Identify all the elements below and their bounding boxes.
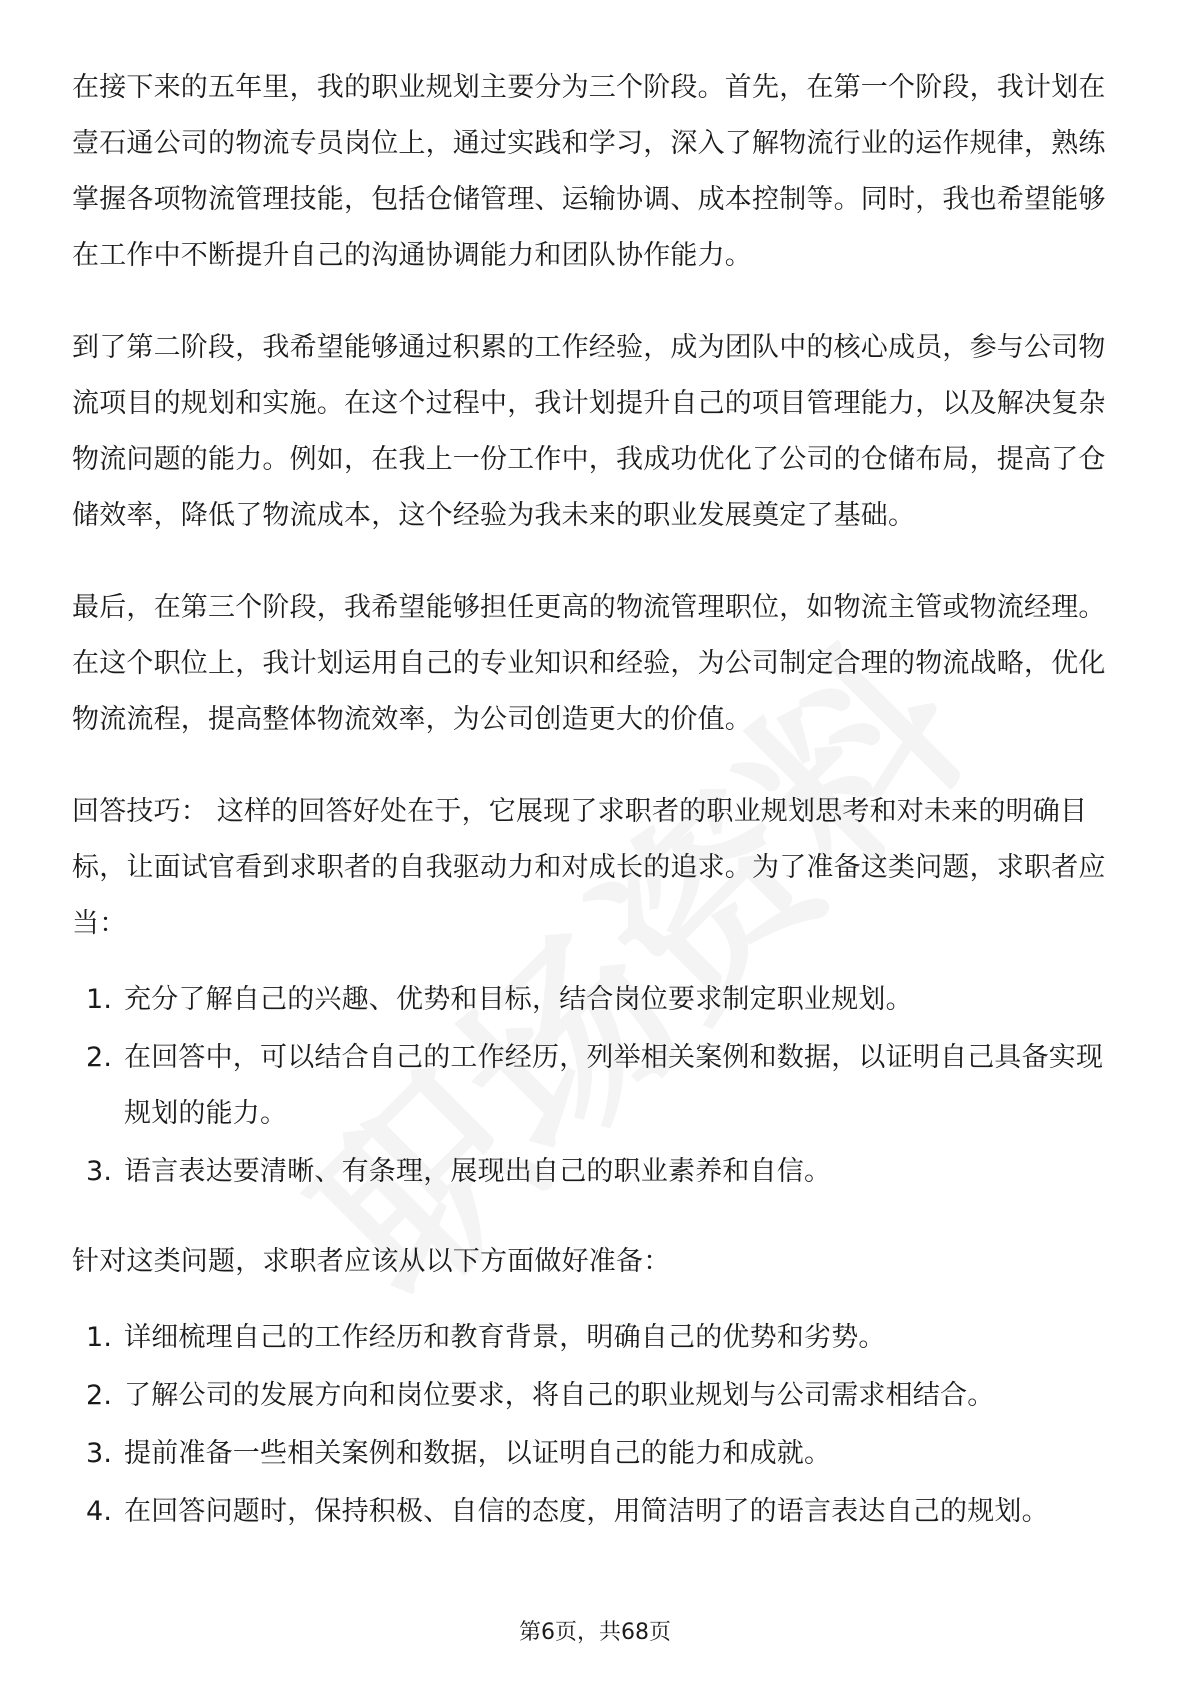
list-item xyxy=(72,1310,1122,1366)
list-item-text: 在回答中，可以结合自己的工作经历，列举相关案例和数据，以证明自己具备实现规划的能力。 xyxy=(124,1042,1104,1129)
list-item-text: 充分了解自己的兴趣、优势和目标，结合岗位要求制定职业规划。 xyxy=(124,984,913,1015)
tips-list xyxy=(72,972,1122,1200)
paragraph-answer-tips: 回答技巧： 这样的回答好处在于，它展现了求职者的职业规划思考和对未来的明确目标，让面试官看到求职者的自我驱动力和对成长的追求。为了准备这类问题，求职者应当： xyxy=(72,796,1106,939)
page-number-footer: 第6页，共68页 xyxy=(519,1620,671,1645)
preparation-list xyxy=(72,1310,1122,1540)
list-item xyxy=(72,1426,1122,1482)
list-item-number: 3. xyxy=(86,1438,113,1469)
list-item xyxy=(72,1368,1122,1424)
paragraph-stage-three: 最后，在第三个阶段，我希望能够担任更高的物流管理职位，如物流主管或物流经理。在这个职位上，我计划运用自己的专业知识和经验，为公司制定合理的物流战略，优化物流流程，提高整体物流效率，为公司创造更大的价值。 xyxy=(72,592,1106,735)
list-item-number: 2. xyxy=(86,1380,113,1411)
list-item-number: 3. xyxy=(86,1156,113,1187)
list-item-number: 1. xyxy=(86,984,113,1015)
list-item-number: 2. xyxy=(86,1042,113,1073)
document-body xyxy=(72,60,1122,1574)
list-item xyxy=(72,972,1122,1028)
list-item-number: 1. xyxy=(86,1322,113,1353)
paragraph-preparation-intro: 针对这类问题，求职者应该从以下方面做好准备： xyxy=(72,1246,671,1277)
list-item xyxy=(72,1144,1122,1200)
list-item-text: 详细梳理自己的工作经历和教育背景，明确自己的优势和劣势。 xyxy=(124,1322,886,1353)
list-item-text: 在回答问题时，保持积极、自信的态度，用简洁明了的语言表达自己的规划。 xyxy=(124,1496,1049,1527)
paragraph-stage-two: 到了第二阶段，我希望能够通过积累的工作经验，成为团队中的核心成员，参与公司物流项目的规划和实施。在这个过程中，我计划提升自己的项目管理能力，以及解决复杂物流问题的能力。例如，在我上一份工作中，我成功优化了公司的仓储布局，提高了仓储效率，降低了物流成本，这个经验为我未来的职业发展奠定了基础。 xyxy=(72,332,1106,531)
paragraph-stage-one: 在接下来的五年里，我的职业规划主要分为三个阶段。首先，在第一个阶段，我计划在壹石通公司的物流专员岗位上，通过实践和学习，深入了解物流行业的运作规律，熟练掌握各项物流管理技能，包括仓储管理、运输协调、成本控制等。同时，我也希望能够在工作中不断提升自己的沟通协调能力和团队协作能力。 xyxy=(72,72,1106,271)
list-item-text: 提前准备一些相关案例和数据，以证明自己的能力和成就。 xyxy=(124,1438,832,1469)
list-item-text: 了解公司的发展方向和岗位要求，将自己的职业规划与公司需求相结合。 xyxy=(124,1380,995,1411)
list-item xyxy=(72,1484,1122,1540)
list-item xyxy=(72,1030,1122,1142)
list-item-text: 语言表达要清晰、有条理，展现出自己的职业素养和自信。 xyxy=(124,1156,832,1187)
list-item-number: 4. xyxy=(86,1496,113,1527)
